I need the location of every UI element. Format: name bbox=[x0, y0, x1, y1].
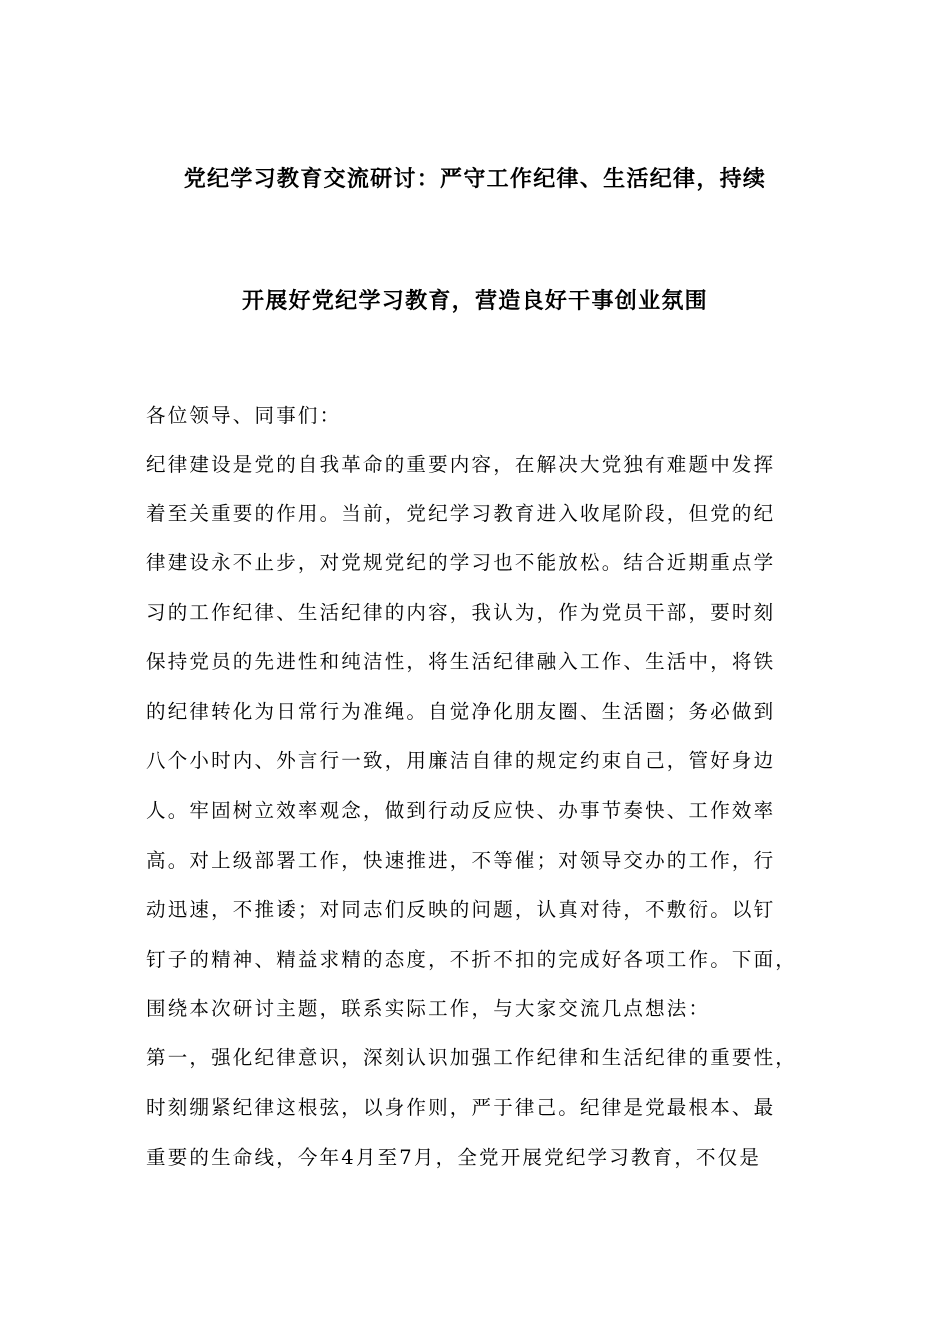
body-line: 时刻绷紧纪律这根弦，以身作则，严于律己。纪律是党最根本、最 bbox=[146, 1096, 776, 1119]
body-line: 八个小时内、外言行一致，用廉洁自律的规定约束自己，管好身边 bbox=[146, 749, 776, 772]
body-line: 人。牢固树立效率观念，做到行动反应快、办事节奏快、工作效率 bbox=[146, 799, 776, 822]
document-title-line-2: 开展好党纪学习教育，营造良好干事创业氛围 bbox=[241, 288, 708, 314]
body-line: 钉子的精神、精益求精的态度，不折不扣的完成好各项工作。下面， bbox=[146, 948, 798, 971]
document-title-line-1: 党纪学习教育交流研讨：严守工作纪律、生活纪律，持续 bbox=[183, 166, 767, 192]
body-line: 习的工作纪律、生活纪律的内容，我认为，作为党员干部，要时刻 bbox=[146, 601, 776, 624]
body-line: 的纪律转化为日常行为准绳。自觉净化朋友圈、生活圈；务必做到 bbox=[146, 700, 776, 723]
body-line: 保持党员的先进性和纯洁性，将生活纪律融入工作、生活中，将铁 bbox=[146, 650, 776, 673]
salutation: 各位领导、同事们： bbox=[146, 404, 342, 427]
body-line: 着至关重要的作用。当前，党纪学习教育进入收尾阶段，但党的纪 bbox=[146, 502, 776, 525]
body-line: 高。对上级部署工作，快速推进，不等催；对领导交办的工作，行 bbox=[146, 849, 776, 872]
body-line: 围绕本次研讨主题，联系实际工作，与大家交流几点想法： bbox=[146, 997, 711, 1020]
body-line: 纪律建设是党的自我革命的重要内容，在解决大党独有难题中发挥 bbox=[146, 453, 776, 476]
body-line: 重要的生命线，今年4月至7月，全党开展党纪学习教育，不仅是 bbox=[146, 1146, 762, 1169]
body-line: 动迅速，不推诿；对同志们反映的问题，认真对待，不敷衍。以钉 bbox=[146, 898, 776, 921]
body-line: 第一，强化纪律意识，深刻认识加强工作纪律和生活纪律的重要性， bbox=[146, 1046, 798, 1069]
body-line: 律建设永不止步，对党规党纪的学习也不能放松。结合近期重点学 bbox=[146, 551, 776, 574]
